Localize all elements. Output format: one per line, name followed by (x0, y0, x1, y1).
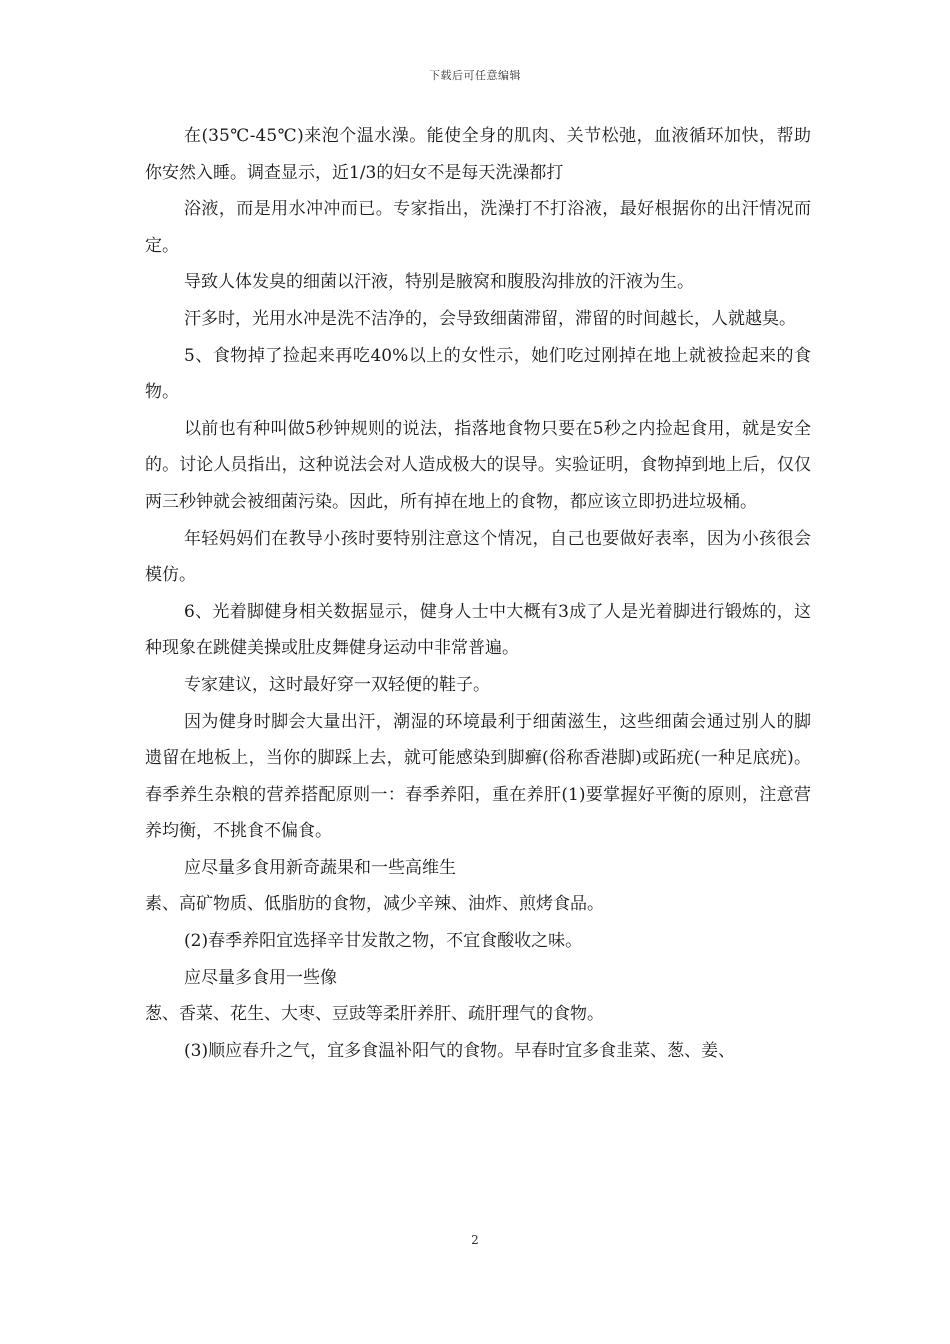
paragraph: 浴液，而是用水冲冲而已。专家指出，洗澡打不打浴液，最好根据你的出汗情况而定。 (145, 199, 811, 256)
paragraph: 在(35℃-45℃)来泡个温水澡。能使全身的肌肉、关节松弛，血液循环加快，帮助你安然入睡。调查显示，近1/3的妇女不是每天洗澡都打 (145, 126, 811, 183)
paragraph: 专家建议，这时最好穿一双轻便的鞋子。 (184, 674, 490, 695)
paragraph: 导致人体发臭的细菌以汗液，特别是腋窝和腹股沟排放的汗液为生。 (184, 272, 694, 293)
paragraph: 汗多时，光用水冲是洗不洁净的，会导致细菌滞留，滞留的时间越长，人就越臭。 (184, 308, 796, 329)
paragraph: 5、食物掉了捡起来再吃40%以上的女性示，她们吃过刚掉在地上就被捡起来的食物。 (145, 345, 811, 403)
paragraph: 应尽量多食用新奇蔬果和一些高维生 (184, 857, 456, 878)
paragraph: 年轻妈妈们在教导小孩时要特别注意这个情况，自己也要做好表率，因为小孩很会模仿。 (145, 528, 811, 586)
paragraph: 素、高矿物质、低脂肪的食物，减少辛辣、油炸、煎烤食品。 (145, 894, 604, 915)
page-header: 下载后可任意编辑 (429, 69, 521, 82)
paragraph: (2)春季养阳宜选择辛甘发散之物，不宜食酸收之味。 (184, 931, 583, 952)
paragraph: 因为健身时脚会大量出汗，潮湿的环境最利于细菌滋生，这些细菌会通过别人的脚遗留在地板上，当你的脚踩上去，就可能感染到脚癣(俗称香港脚)或跖疣(一种足底疣)。春季养生杂粮的营养搭配原则一：春季养阳，重在养肝(1)要掌握好平衡的原则，注意营养均衡，不挑食不偏食。 (145, 711, 811, 842)
page-number: 2 (471, 1233, 479, 1247)
paragraph: (3)顺应春升之气，宜多食温补阳气的食物。早春时宜多食韭菜、葱、姜、 (184, 1040, 736, 1061)
paragraph: 以前也有种叫做5秒钟规则的说法，指落地食物只要在5秒之内捡起食用，就是安全的。讨论人员指出，这种说法会对人造成极大的误导。实验证明，食物掉到地上后，仅仅两三秒钟就会被细菌污染。因此，所有掉在地上的食物，都应该立即扔进垃圾桶。 (145, 418, 811, 512)
paragraph: 葱、香菜、花生、大枣、豆豉等柔肝养肝、疏肝理气的食物。 (145, 1004, 604, 1025)
paragraph: 6、光着脚健身相关数据显示，健身人士中大概有3成了人是光着脚进行锻炼的，这种现象在跳健美操或肚皮舞健身运动中非常普遍。 (145, 601, 811, 659)
paragraph: 应尽量多食用一些像 (184, 967, 337, 988)
document-body (145, 118, 811, 1069)
